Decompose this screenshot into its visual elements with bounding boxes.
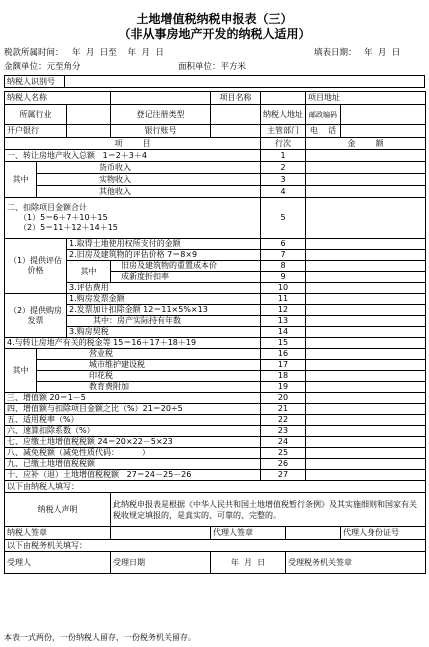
row-25-amount[interactable] (306, 448, 426, 459)
taxpayer-address-label: 纳税人地址 (261, 105, 306, 125)
group-appraisal-label: （1）提供评估价格 (5, 239, 67, 294)
form-title: 土地增值税纳税申报表（三） (136, 12, 293, 26)
declaration-text: 此纳税申报表是根据《中华人民共和国土地增值税暂行条例》及其实施细则和国家有关税收规定填报的，是真实的、可靠的、完整的。 (111, 493, 426, 527)
taxpayer-id-label: 纳税人识别号 (5, 76, 65, 88)
row-4-amount[interactable] (306, 186, 426, 198)
bank-field[interactable] (67, 125, 111, 138)
account-field[interactable] (211, 125, 261, 138)
row-1-qizhong: 其中 (5, 162, 37, 198)
row-21-num: 21 (261, 404, 306, 415)
fill-date-label: 填表日期： (314, 48, 357, 58)
row-9-amount[interactable] (306, 272, 426, 283)
row-10-label: 3.评估费用 (67, 283, 261, 294)
tax-fill-heading: 以下由税务机关填写： (5, 540, 426, 552)
bank-label: 开户银行 (5, 125, 67, 138)
row-17-amount[interactable] (306, 360, 426, 371)
reg-type-field[interactable] (211, 105, 261, 125)
row-23-num: 23 (261, 426, 306, 437)
row-16-label: 营业税 (37, 349, 261, 360)
row-11-num: 11 (261, 294, 306, 305)
row-24-num: 24 (261, 437, 306, 448)
main-form-table (4, 91, 426, 574)
row-15-qizhong: 其中 (5, 349, 37, 393)
row-13-label: 其中：房产实际持有年数 (67, 316, 261, 327)
dept-label: 主管部门 (261, 125, 306, 138)
row-7-amount[interactable] (306, 250, 426, 261)
row-5-formula-2: （2）5＝11＋12＋14＋15 (19, 223, 118, 232)
row-21-label: 四、增值额与扣除项目金额之比（%）21＝20÷5 (5, 404, 261, 415)
row-19-amount[interactable] (306, 382, 426, 393)
taxpayer-id-table (4, 75, 425, 88)
row-6-num: 6 (261, 239, 306, 250)
row-18-label: 印花税 (37, 371, 261, 382)
taxpayer-name-field[interactable] (111, 92, 211, 105)
footer-note: 本表一式两份，一份纳税人留存，一份税务机关留存。 (4, 633, 196, 642)
row-19-num: 19 (261, 382, 306, 393)
row-10-amount[interactable] (306, 283, 426, 294)
agent-id-label: 代理人身份证号 (341, 527, 426, 540)
row-3-label: 实物收入 (37, 174, 261, 186)
industry-label: 所属行业 (5, 105, 67, 125)
row-3-amount[interactable] (306, 174, 426, 186)
row-23-amount[interactable] (306, 426, 426, 437)
row-9-label: 成新度折扣率 (111, 272, 261, 283)
row-5-label (5, 198, 261, 239)
postcode-field[interactable] (341, 105, 426, 125)
declaration-label: 纳税人声明 (5, 493, 111, 527)
row-19-label: 教育费附加 (37, 382, 261, 393)
agent-sign-label: 代理人签章 (211, 527, 286, 540)
row-17-label: 城市维护建设税 (37, 360, 261, 371)
row-24-amount[interactable] (306, 437, 426, 448)
fill-date-value: 年 月 日 (364, 48, 401, 58)
row-8-label: 旧房及建筑物的重置成本价 (111, 261, 261, 272)
agent-sign-field[interactable] (286, 527, 341, 540)
row-18-num: 18 (261, 371, 306, 382)
row-2-label: 货币收入 (37, 162, 261, 174)
row-1-label: 一、转让房地产收入总额 1＝2＋3＋4 (5, 150, 261, 162)
row-24-label: 七、应缴土地增值税税额 24＝20×22－5×23 (5, 437, 261, 448)
row-1-amount[interactable] (306, 150, 426, 162)
col-amount-header: 金 额 (306, 138, 426, 150)
row-11-amount[interactable] (306, 294, 426, 305)
row-23-label: 六、速算扣除系数（%） (5, 426, 261, 437)
row-9-num: 9 (261, 272, 306, 283)
row-12-num: 12 (261, 305, 306, 316)
row-22-label: 五、适用税率（%） (5, 415, 261, 426)
row-15-label: 4.与转让房地产有关的税金等 15＝16＋17＋18＋19 (5, 338, 261, 349)
row-14-amount[interactable] (306, 327, 426, 338)
col-item-header: 项 目 (5, 138, 261, 150)
row-25-label: 八、减免税额（减免性质代码： ） (5, 448, 261, 459)
row-17-num: 17 (261, 360, 306, 371)
row-8-num: 8 (261, 261, 306, 272)
project-name-label: 项目名称 (211, 92, 261, 105)
period-value: 年 月 日至 年 月 日 (72, 48, 164, 58)
row-6-label: 1.取得土地使用权所支付的金额 (67, 239, 261, 250)
row-13-amount[interactable] (306, 316, 426, 327)
row-13-num: 13 (261, 316, 306, 327)
col-row-header: 行次 (261, 138, 306, 150)
row-10-num: 10 (261, 283, 306, 294)
row-25-num: 25 (261, 448, 306, 459)
row-20-num: 20 (261, 393, 306, 404)
taxpayer-sign-field[interactable] (111, 527, 211, 540)
taxpayer-name-label: 纳税人名称 (5, 92, 111, 105)
row-7-label: 2.旧房及建筑物的评估价格 7＝8×9 (67, 250, 261, 261)
row-27-amount[interactable] (306, 470, 426, 481)
row-26-amount[interactable] (306, 459, 426, 470)
row-15-amount[interactable] (306, 338, 426, 349)
row-2-num: 2 (261, 162, 306, 174)
row-5-amount[interactable] (306, 198, 426, 239)
phone-label: 电 话 (306, 125, 341, 138)
row-5-formula-1: （1）5＝6＋7＋10＋15 (19, 213, 108, 222)
row-7-num: 7 (261, 250, 306, 261)
tax-seal-label: 受理税务机关签章 (286, 552, 426, 574)
row-12-amount[interactable] (306, 305, 426, 316)
receiver-label: 受理人 (5, 552, 111, 574)
row-4-num: 4 (261, 186, 306, 198)
project-name-field[interactable] (261, 92, 306, 105)
row-16-amount[interactable] (306, 349, 426, 360)
row-22-amount[interactable] (306, 415, 426, 426)
project-address-label: 项目地址 (306, 92, 426, 105)
row-26-label: 九、已缴土地增值税税额 (5, 459, 261, 470)
row-5-num: 5 (261, 198, 306, 239)
taxpayer-sign-label: 纳税人签章 (5, 527, 111, 540)
row-1-num: 1 (261, 150, 306, 162)
form-subtitle: （非从事房地产开发的纳税人适用） (118, 27, 311, 41)
row-3-num: 3 (261, 174, 306, 186)
row-15-num: 15 (261, 338, 306, 349)
amount-unit: 金额单位：元至角分 (4, 62, 81, 72)
taxpayer-fill-heading: 以下由纳税人填写： (5, 481, 426, 493)
group-invoice-label: （2）提供购房发票 (5, 294, 67, 338)
taxpayer-id-field[interactable] (65, 76, 425, 88)
reg-type-label: 登记注册类型 (111, 105, 211, 125)
row-14-label: 3.购房契税 (67, 327, 261, 338)
row-20-label: 三、增值额 20＝1－5 (5, 393, 261, 404)
area-unit: 面积单位：平方米 (178, 62, 247, 72)
row-5-title: 二、扣除项目金额合计 (7, 203, 87, 212)
row-21-amount[interactable] (306, 404, 426, 415)
receive-date-label: 受理日期 (111, 552, 211, 574)
receive-date-value: 年 月 日 (211, 552, 286, 574)
row-16-num: 16 (261, 349, 306, 360)
row-27-label: 十、应补（退）土地增值税税额 27＝24－25－26 (5, 470, 261, 481)
row-22-num: 22 (261, 415, 306, 426)
row-27-num: 27 (261, 470, 306, 481)
row-12-label: 2.发票加计扣除金额 12＝11×5%×13 (67, 305, 261, 316)
row-6-amount[interactable] (306, 239, 426, 250)
postcode-label: 邮政编码 (306, 105, 341, 125)
row-26-num: 26 (261, 459, 306, 470)
row-18-amount[interactable] (306, 371, 426, 382)
phone-field[interactable] (341, 125, 426, 138)
row-8-amount[interactable] (306, 261, 426, 272)
row-14-num: 14 (261, 327, 306, 338)
row-20-amount[interactable] (306, 393, 426, 404)
industry-field[interactable] (67, 105, 111, 125)
row-11-label: 1.购房发票金额 (67, 294, 261, 305)
row-8-qizhong: 其中 (67, 261, 111, 283)
period-label: 税款所属时间： (4, 48, 64, 58)
account-label: 银行账号 (111, 125, 211, 138)
row-2-amount[interactable] (306, 162, 426, 174)
row-4-label: 其他收入 (37, 186, 261, 198)
